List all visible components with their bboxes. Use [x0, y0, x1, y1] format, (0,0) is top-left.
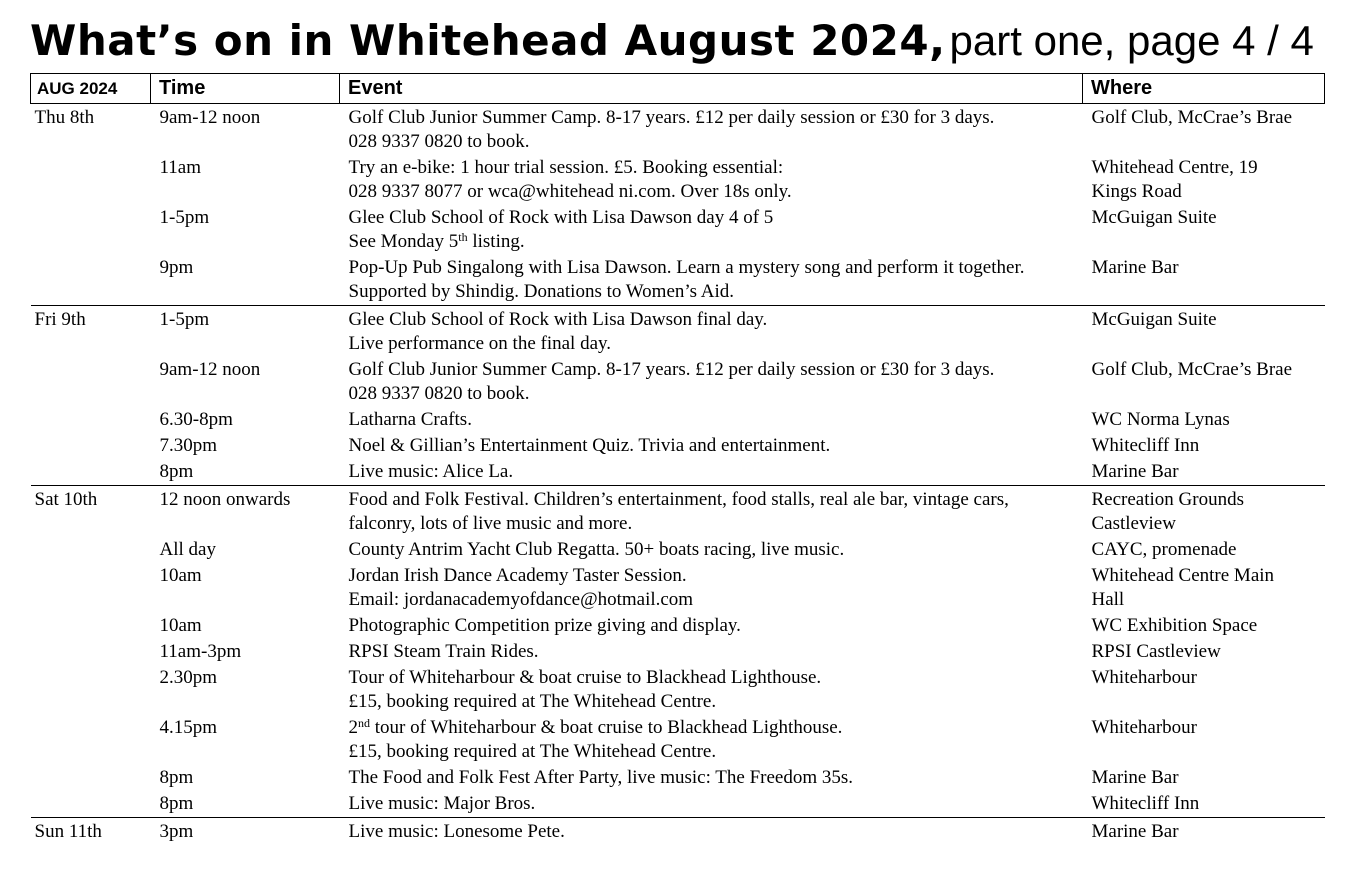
cell-event: [340, 791, 1083, 818]
where-line: RPSI Castleview: [1091, 641, 1221, 662]
event-line: Live music: Major Bros.: [348, 793, 536, 814]
cell-where: [1083, 537, 1325, 563]
cell-date: [31, 639, 151, 665]
event-line: Glee Club School of Rock with Lisa Dawson day 4 of 5: [348, 207, 774, 228]
event-line: Jordan Irish Dance Academy Taster Session.: [348, 565, 687, 586]
cell-time: 1-5pm: [159, 207, 210, 228]
cell-where: [1083, 155, 1325, 205]
column-header-time: Time: [151, 74, 340, 104]
cell-event: [340, 765, 1083, 791]
where-line: Golf Club, McCrae’s Brae: [1091, 107, 1293, 128]
cell-event: [340, 613, 1083, 639]
table-row: [31, 255, 1325, 306]
event-line: falconry, lots of live music and more.: [348, 513, 633, 534]
where-line: Marine Bar: [1091, 257, 1179, 278]
event-line: Latharna Crafts.: [348, 409, 472, 430]
event-line: Golf Club Junior Summer Camp. 8-17 years. £12 per daily session or £30 for 3 days.: [348, 359, 995, 380]
event-line: County Antrim Yacht Club Regatta. 50+ boats racing, live music.: [348, 539, 845, 560]
event-line: Supported by Shindig. Donations to Women’s Aid.: [348, 281, 735, 302]
event-line: Tour of Whiteharbour & boat cruise to Blackhead Lighthouse.: [348, 667, 822, 688]
column-header-where: Where: [1083, 74, 1325, 104]
event-line: Golf Club Junior Summer Camp. 8-17 years. £12 per daily session or £30 for 3 days.: [348, 107, 995, 128]
table-row: [31, 613, 1325, 639]
cell-event: [340, 486, 1083, 538]
event-line: 028 9337 8077 or wca@whitehead ni.com. Over 18s only.: [348, 181, 792, 202]
cell-date: [31, 765, 151, 791]
cell-time: 7.30pm: [159, 435, 218, 456]
event-line: Live music: Lonesome Pete.: [348, 821, 565, 842]
cell-event: [340, 357, 1083, 407]
event-line: Email: jordanacademyofdance@hotmail.com: [348, 589, 694, 610]
cell-where: [1083, 357, 1325, 407]
event-line: 028 9337 0820 to book.: [348, 131, 530, 152]
cell-where: [1083, 407, 1325, 433]
cell-date: [31, 459, 151, 486]
cell-event: [340, 407, 1083, 433]
page-title-sub: part one, page 4 / 4: [949, 17, 1314, 64]
table-row: [31, 563, 1325, 613]
event-line: £15, booking required at The Whitehead Centre.: [348, 691, 717, 712]
cell-time: 9am-12 noon: [159, 359, 261, 380]
cell-date: [31, 205, 151, 255]
cell-where: [1083, 563, 1325, 613]
event-line: Live music: Alice La.: [348, 461, 514, 482]
table-row: [31, 639, 1325, 665]
cell-where: [1083, 791, 1325, 818]
table-row: [31, 791, 1325, 818]
table-row: [31, 537, 1325, 563]
cell-time: 8pm: [159, 767, 194, 788]
event-line: Live performance on the final day.: [348, 333, 612, 354]
column-header-event: Event: [340, 74, 1083, 104]
table-row: [31, 486, 1325, 538]
where-line: Marine Bar: [1091, 821, 1179, 842]
cell-event: [340, 205, 1083, 255]
cell-where: [1083, 818, 1325, 846]
where-line: Whitehead Centre Main: [1091, 565, 1275, 586]
cell-date: [31, 791, 151, 818]
event-line: £15, booking required at The Whitehead Centre.: [348, 741, 717, 762]
event-line: Glee Club School of Rock with Lisa Dawson final day.: [348, 309, 768, 330]
cell-time: 1-5pm: [151, 306, 340, 358]
cell-where: [1083, 613, 1325, 639]
cell-time: 6.30-8pm: [159, 409, 233, 430]
cell-date: Sun 11th: [31, 818, 151, 846]
event-line: See Monday 5th listing.: [348, 230, 525, 252]
cell-time: 11am-3pm: [159, 641, 242, 662]
cell-time: 4.15pm: [159, 717, 218, 738]
cell-date: [31, 537, 151, 563]
cell-date: [31, 255, 151, 306]
event-line: RPSI Steam Train Rides.: [348, 641, 539, 662]
cell-where: [1083, 665, 1325, 715]
events-table-body: [31, 104, 1325, 846]
cell-event: [340, 665, 1083, 715]
where-line: Recreation Grounds: [1091, 489, 1244, 510]
where-line: WC Exhibition Space: [1091, 615, 1258, 636]
cell-time: 10am: [159, 565, 202, 586]
cell-time: All day: [159, 539, 216, 560]
event-line: Try an e-bike: 1 hour trial session. £5. Booking essential:: [348, 157, 784, 178]
event-line: Noel & Gillian’s Entertainment Quiz. Trivia and entertainment.: [348, 435, 831, 456]
event-line: 028 9337 0820 to book.: [348, 383, 530, 404]
table-row: [31, 205, 1325, 255]
where-line: Kings Road: [1091, 181, 1182, 202]
where-line: Castleview: [1091, 513, 1176, 534]
where-line: McGuigan Suite: [1091, 309, 1217, 330]
where-line: Whitecliff Inn: [1091, 435, 1200, 456]
where-line: Hall: [1091, 589, 1125, 610]
cell-where: [1083, 306, 1325, 358]
cell-date: [31, 563, 151, 613]
cell-date: [31, 613, 151, 639]
where-line: Golf Club, McCrae’s Brae: [1091, 359, 1293, 380]
where-line: McGuigan Suite: [1091, 207, 1217, 228]
events-table: [30, 73, 1325, 845]
cell-event: [340, 639, 1083, 665]
table-row: [31, 306, 1325, 358]
where-line: Whiteharbour: [1091, 667, 1198, 688]
where-line: Marine Bar: [1091, 767, 1179, 788]
table-row: [31, 357, 1325, 407]
where-line: CAYC, promenade: [1091, 539, 1237, 560]
page-title-main: What’s on in Whitehead August 2024,: [30, 16, 946, 65]
event-line: Food and Folk Festival. Children’s entertainment, food stalls, real ale bar, vintage cars,: [348, 489, 1009, 510]
cell-time: 8pm: [159, 793, 194, 814]
where-line: WC Norma Lynas: [1091, 409, 1230, 430]
cell-where: [1083, 104, 1325, 156]
cell-date: Thu 8th: [31, 104, 151, 156]
cell-time: 9pm: [159, 257, 194, 278]
table-row: [31, 155, 1325, 205]
cell-time: 11am: [159, 157, 202, 178]
cell-event: [340, 563, 1083, 613]
cell-time: 8pm: [159, 461, 194, 482]
cell-event: [340, 818, 1083, 846]
cell-date: [31, 357, 151, 407]
cell-time: 3pm: [151, 818, 340, 846]
cell-date: [31, 433, 151, 459]
table-row: [31, 459, 1325, 486]
cell-where: [1083, 486, 1325, 538]
cell-where: [1083, 715, 1325, 765]
cell-event: [340, 715, 1083, 765]
page-title: [30, 16, 1314, 65]
where-line: Whiteharbour: [1091, 717, 1198, 738]
cell-date: Fri 9th: [31, 306, 151, 358]
table-header-row: [31, 74, 1325, 104]
cell-event: [340, 104, 1083, 156]
cell-date: [31, 155, 151, 205]
cell-where: [1083, 639, 1325, 665]
cell-date: [31, 407, 151, 433]
cell-time: 2.30pm: [159, 667, 218, 688]
where-line: Whitehead Centre, 19: [1091, 157, 1258, 178]
cell-where: [1083, 765, 1325, 791]
cell-event: [340, 306, 1083, 358]
table-row: [31, 765, 1325, 791]
table-row: [31, 407, 1325, 433]
table-row: [31, 818, 1325, 846]
event-line: 2nd tour of Whiteharbour & boat cruise to Blackhead Lighthouse.: [348, 716, 843, 738]
event-line: Pop-Up Pub Singalong with Lisa Dawson. Learn a mystery song and perform it together.: [348, 257, 1025, 278]
cell-event: [340, 537, 1083, 563]
where-line: Whitecliff Inn: [1091, 793, 1200, 814]
cell-event: [340, 155, 1083, 205]
table-row: [31, 104, 1325, 156]
cell-event: [340, 255, 1083, 306]
cell-where: [1083, 255, 1325, 306]
table-row: [31, 665, 1325, 715]
cell-time: 10am: [159, 615, 202, 636]
where-line: Marine Bar: [1091, 461, 1179, 482]
cell-where: [1083, 459, 1325, 486]
cell-where: [1083, 205, 1325, 255]
event-line: Photographic Competition prize giving and display.: [348, 615, 741, 636]
table-row: [31, 715, 1325, 765]
cell-where: [1083, 433, 1325, 459]
cell-date: [31, 715, 151, 765]
cell-time: 9am-12 noon: [151, 104, 340, 156]
table-row: [31, 433, 1325, 459]
cell-event: [340, 433, 1083, 459]
cell-time: 12 noon onwards: [151, 486, 340, 538]
cell-date: [31, 665, 151, 715]
column-header-date: AUG 2024: [31, 74, 151, 104]
cell-date: Sat 10th: [31, 486, 151, 538]
event-line: The Food and Folk Fest After Party, live music: The Freedom 35s.: [348, 767, 854, 788]
cell-event: [340, 459, 1083, 486]
